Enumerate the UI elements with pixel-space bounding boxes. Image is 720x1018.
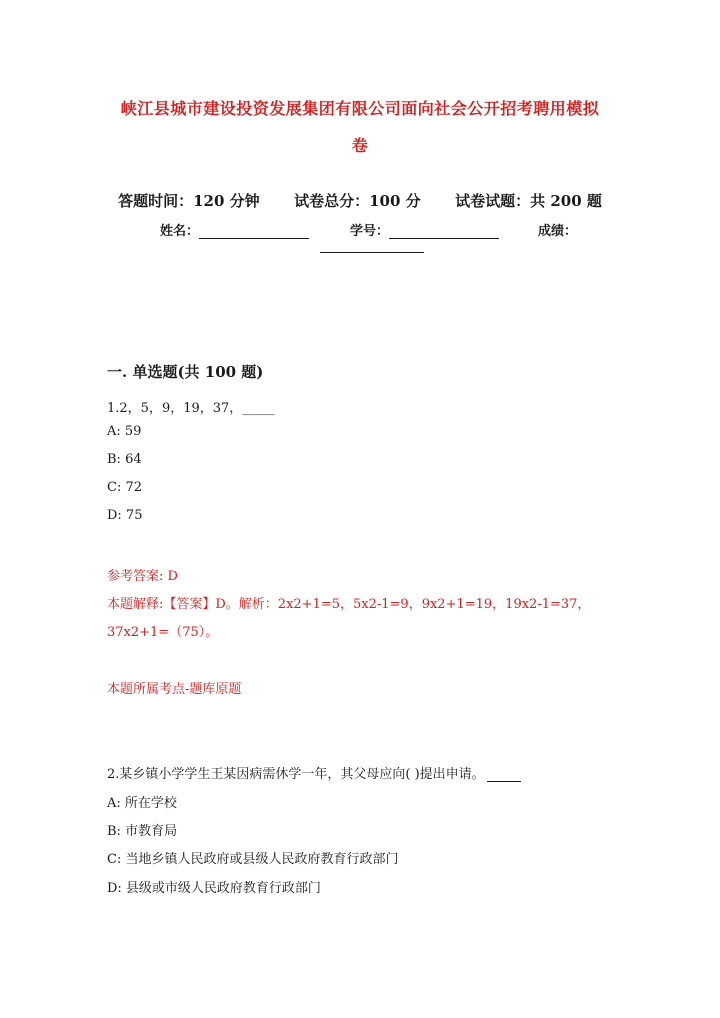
question-2-option-b: B: 市教育局 <box>107 824 178 839</box>
exam-title-line2: 卷 <box>351 136 369 155</box>
score-blank <box>320 252 424 253</box>
question-1-answer: 参考答案: D <box>107 569 178 584</box>
question-1-stem: 1.2，5，9，19，37，_____ <box>107 401 275 416</box>
question-1-explanation-line2: 37x2+1=（75）。 <box>107 625 219 640</box>
name-field <box>160 220 309 239</box>
exam-total-score: 试卷总分：100 分 <box>294 192 421 210</box>
question-1-option-d: D: 75 <box>107 508 143 523</box>
score-label: 成绩： <box>538 224 578 239</box>
id-blank <box>389 237 499 239</box>
question-2-option-c: C: 当地乡镇人民政府或县级人民政府教育行政部门 <box>107 852 399 867</box>
exam-title-line1: 峡江县城市建设投资发展集团有限公司面向社会公开招考聘用模拟 <box>120 99 600 118</box>
exam-total-questions: 试卷试题：共 200 题 <box>455 192 602 210</box>
exam-meta-row <box>0 190 720 211</box>
question-2-option-d: D: 县级或市级人民政府教育行政部门 <box>107 881 321 896</box>
exam-time: 答题时间：120 分钟 <box>118 192 260 210</box>
id-field <box>350 220 499 239</box>
question-1-option-b: B: 64 <box>107 452 142 467</box>
section-heading: 一. 单选题(共 100 题) <box>107 363 264 381</box>
question-2-option-a: A: 所在学校 <box>107 796 177 811</box>
question-2-blank <box>487 780 521 782</box>
question-1-source: 本题所属考点-题库原题 <box>107 682 242 697</box>
name-blank <box>199 237 309 239</box>
name-label: 姓名： <box>160 224 200 239</box>
score-field <box>538 220 577 239</box>
question-2-stem-row <box>107 763 521 782</box>
question-2-stem: 2.某乡镇小学学生王某因病需休学一年，其父母应向( )提出申请。 <box>107 767 485 782</box>
question-1-option-a: A: 59 <box>107 424 142 439</box>
question-1-option-c: C: 72 <box>107 480 143 495</box>
id-label: 学号： <box>350 224 390 239</box>
question-1-explanation-line1: 本题解释:【答案】D。解析：2x2+1=5，5x2-1=9，9x2+1=19，19x2-1=37， <box>107 597 591 612</box>
